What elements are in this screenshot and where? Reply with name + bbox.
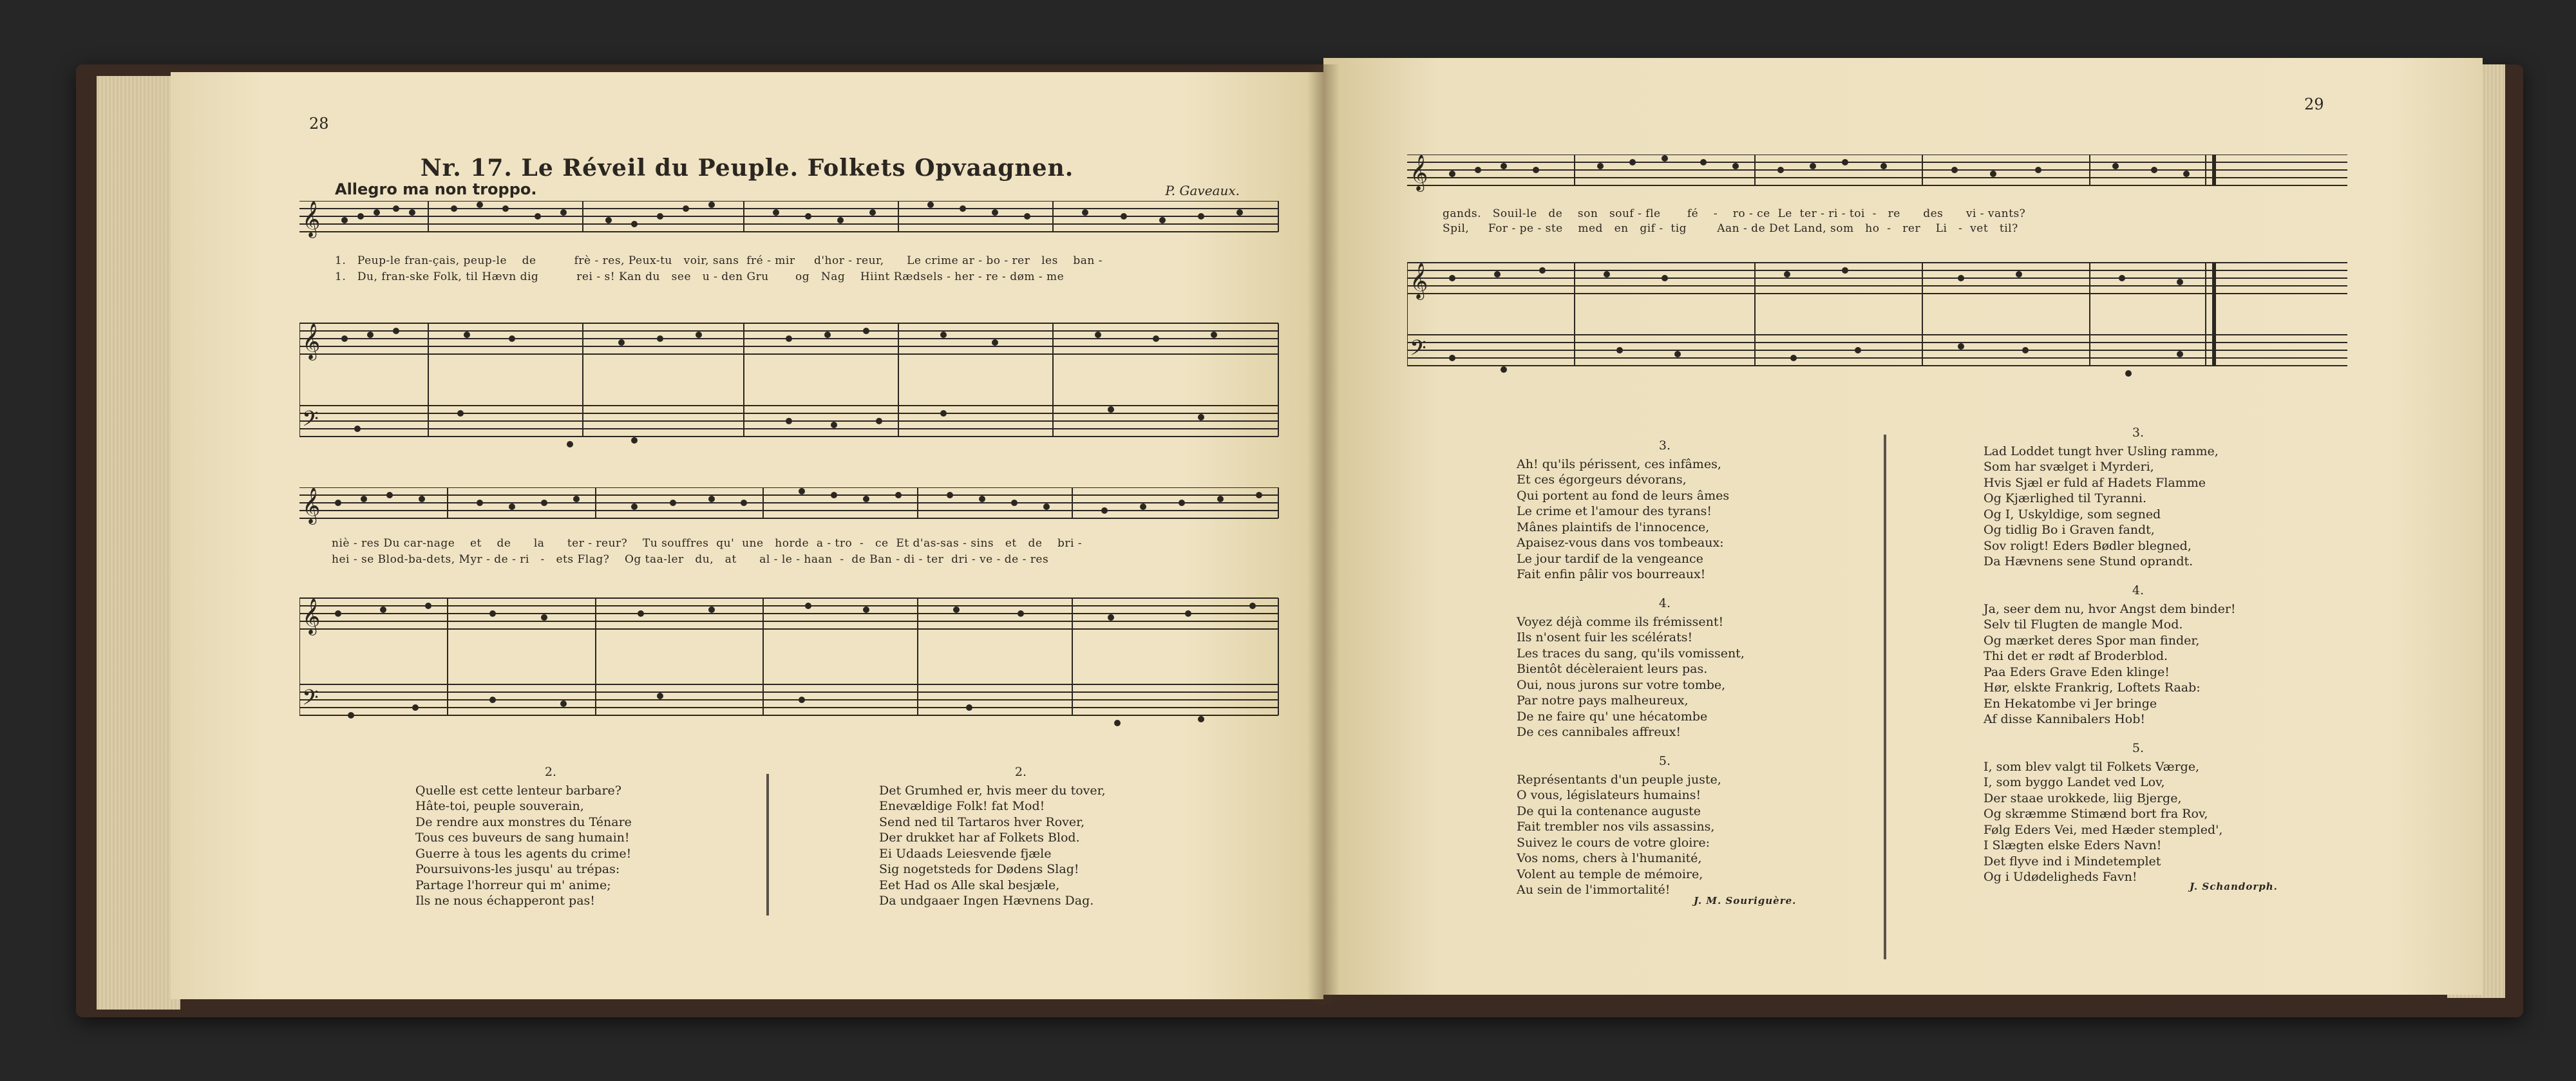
verse-line: Hør, elskte Frankrig, Loftets Raab: bbox=[1984, 681, 2201, 695]
svg-text:𝄞: 𝄞 bbox=[302, 598, 321, 634]
svg-text:𝄞: 𝄞 bbox=[302, 487, 321, 523]
verse-5-danish bbox=[1984, 740, 2293, 885]
verse-line: Apaisez-vous dans vos tombeaux: bbox=[1517, 536, 1724, 550]
verse-line: Sov roligt! Eders Bødler blegned, bbox=[1984, 538, 2192, 553]
verse-line: Par notre pays malheureux, bbox=[1517, 693, 1689, 708]
verse-number: 4. bbox=[2132, 583, 2145, 597]
svg-text:𝄢: 𝄢 bbox=[1410, 336, 1426, 366]
left-page bbox=[171, 72, 1323, 999]
verse-line: Der drukket har af Folkets Blod. bbox=[879, 831, 1080, 845]
verse-line: Der staae urokkede, liig Bjerge, bbox=[1984, 791, 2182, 805]
tempo-marking: Allegro ma non troppo. bbox=[335, 180, 537, 198]
music-system-3 bbox=[1407, 155, 2412, 464]
verse-4-french bbox=[1517, 596, 1813, 740]
verse-line: Mânes plaintifs de l'innocence, bbox=[1517, 520, 1710, 534]
verse-line: Det flyve ind i Mindetemplet bbox=[1984, 854, 2161, 869]
music-system-2 bbox=[299, 487, 1304, 790]
verse-line: Ils n'osent fuir les scélérats! bbox=[1517, 630, 1693, 644]
verse-line: Hâte-toi, peuple souverain, bbox=[415, 799, 584, 813]
verse-line: Bientôt décèleraient leurs pas. bbox=[1517, 662, 1708, 676]
verse-line: Les traces du sang, qu'ils vomissent, bbox=[1517, 646, 1745, 661]
lyrics-system2-french: niè - res Du car-nage et de la ter - reur? Tu souffres qu' une horde a - tro - ce Et d'as-sas - sins et de bri - bbox=[332, 537, 1083, 550]
verse-line: Og Kjærlighed til Tyranni. bbox=[1984, 491, 2147, 505]
verse-line: Som har svælget i Myrderi, bbox=[1984, 460, 2154, 474]
verse-line: Suivez le cours de votre gloire: bbox=[1517, 835, 1710, 850]
verse-line: I Slægten elske Eders Navn! bbox=[1984, 838, 2162, 852]
page-edges-left bbox=[97, 76, 180, 1010]
verse-5-french bbox=[1517, 753, 1813, 898]
lyrics-system1-danish: 1. Du, fran-ske Folk, til Hævn dig rei - s! Kan du see u - den Gru og Nag Hiint Rædsels - her - re - døm - me bbox=[335, 270, 1065, 283]
verse-number: 4. bbox=[1658, 596, 1671, 610]
composer-credit: P. Gaveaux. bbox=[1165, 183, 1240, 198]
verse-3-french bbox=[1517, 438, 1813, 583]
book-gutter bbox=[1307, 64, 1340, 1004]
verse-line: Qui portent au fond de leurs âmes bbox=[1517, 488, 1730, 503]
verse-line: Poursuivons-les jusqu' au trépas: bbox=[415, 862, 620, 876]
verse-line: Og I, Uskyldige, som segned bbox=[1984, 507, 2161, 522]
verse-line: De ces cannibales affreux! bbox=[1517, 725, 1681, 739]
verse-line: Selv til Flugten de mangle Mod. bbox=[1984, 617, 2183, 632]
verse-number: 2. bbox=[544, 765, 557, 779]
song-title: Nr. 17. Le Réveil du Peuple. Folkets Opvaagnen. bbox=[420, 155, 1074, 182]
verse-line: Sig nogetsteds for Dødens Slag! bbox=[879, 862, 1079, 876]
verse-number: 3. bbox=[1658, 438, 1671, 453]
verse-line: En Hekatombe vi Jer bringe bbox=[1984, 696, 2157, 711]
verse-line: Enevældige Folk! fat Mod! bbox=[879, 799, 1045, 813]
verse-line: Hvis Sjæl er fuld af Hadets Flamme bbox=[1984, 475, 2206, 490]
lyrics-system3-french: gands. Souil-le de son souf - fle fé - ro - ce Le ter - ri - toi - re des vi - vants? bbox=[1443, 207, 2026, 220]
verse-line: Tous ces buveurs de sang humain! bbox=[415, 831, 630, 845]
page-number-left: 28 bbox=[309, 115, 329, 133]
right-page bbox=[1323, 58, 2483, 995]
svg-text:𝄞: 𝄞 bbox=[1410, 155, 1428, 191]
verse-line: Følg Eders Vei, med Hæder stempled', bbox=[1984, 822, 2223, 837]
verse-4-danish bbox=[1984, 583, 2293, 728]
verse-line: Représentants d'un peuple juste, bbox=[1517, 772, 1721, 787]
signature-french: J. M. Souriguère. bbox=[1694, 895, 1797, 907]
svg-text:𝄞: 𝄞 bbox=[302, 323, 321, 359]
verse-line: I, som blev valgt til Folkets Værge, bbox=[1984, 759, 2200, 774]
verse-line: Og mærket deres Spor man finder, bbox=[1984, 633, 2200, 648]
verse-line: I, som byggo Landet ved Lov, bbox=[1984, 775, 2165, 789]
verse-2-french bbox=[415, 764, 686, 909]
verse-line: Vos noms, chers à l'humanité, bbox=[1517, 851, 1702, 865]
verse-line: Eet Had os Alle skal besjæle, bbox=[879, 878, 1060, 892]
verse-line: Ja, seer dem nu, hvor Angst dem binder! bbox=[1984, 601, 2236, 616]
lyrics-system1-french: 1. Peup-le fran-çais, peup-le de frè - res, Peux-tu voir, sans fré - mir d'hor - reur, Le crime ar - bo - rer les ban - bbox=[335, 254, 1103, 267]
verse-line: O vous, législateurs humains! bbox=[1517, 788, 1701, 802]
verse-3-danish bbox=[1984, 425, 2293, 570]
music-system-1 bbox=[299, 201, 1304, 510]
verse-line: Lad Loddet tungt hver Usling ramme, bbox=[1984, 444, 2219, 458]
lyrics-system3-danish: Spil, For - pe - ste med en gif - tig Aan - de Det Land, som ho - rer Li - vet til? bbox=[1443, 222, 2018, 235]
verse-line: Paa Eders Grave Eden klinge! bbox=[1984, 664, 2170, 679]
verse-line: Ei Udaads Leiesvende fjæle bbox=[879, 846, 1052, 861]
signature-danish: J. Schandorph. bbox=[2190, 881, 2278, 892]
verse-line: Og tidlig Bo i Graven fandt, bbox=[1984, 523, 2155, 537]
verse-number: 5. bbox=[2132, 741, 2145, 755]
verse-number: 3. bbox=[2132, 426, 2145, 440]
verse-line: Le crime et l'amour des tyrans! bbox=[1517, 504, 1712, 518]
verse-line: Voyez déjà comme ils frémissent! bbox=[1517, 614, 1724, 629]
verse-line: Oui, nous jurons sur votre tombe, bbox=[1517, 677, 1726, 692]
verse-line: Ah! qu'ils périssent, ces infâmes, bbox=[1517, 456, 1721, 471]
verse-line: De ne faire qu' une hécatombe bbox=[1517, 709, 1708, 724]
column-divider bbox=[1884, 435, 1886, 959]
verse-line: Af disse Kannibalers Hob! bbox=[1984, 712, 2146, 726]
verse-line: Det Grumhed er, hvis meer du tover, bbox=[879, 783, 1106, 798]
svg-text:𝄞: 𝄞 bbox=[302, 201, 321, 237]
verse-line: Da undgaaer Ingen Hævnens Dag. bbox=[879, 894, 1094, 908]
verse-line: Thi det er rødt af Broderblod. bbox=[1984, 649, 2168, 663]
verse-line: Au sein de l'immortalité! bbox=[1517, 883, 1671, 897]
lyrics-system2-danish: hei - se Blod-ba-dets, Myr - de - ri - ets Flag? Og taa-ler du, at al - le - haan - de Ban - di - ter dri - ve - de - res bbox=[332, 553, 1049, 566]
verse-line: Guerre à tous les agents du crime! bbox=[415, 846, 632, 861]
verse-line: Da Hævnens sene Stund oprandt. bbox=[1984, 554, 2193, 569]
svg-text:𝄢: 𝄢 bbox=[302, 686, 319, 715]
verse-line: Fait enfin pâlir vos bourreaux! bbox=[1517, 567, 1706, 581]
svg-text:𝄢: 𝄢 bbox=[302, 407, 319, 437]
column-divider bbox=[766, 774, 769, 916]
svg-text:𝄞: 𝄞 bbox=[1410, 263, 1428, 299]
verse-line: De qui la contenance auguste bbox=[1517, 804, 1701, 818]
verse-line: Og i Udødeligheds Favn! bbox=[1984, 870, 2137, 884]
verse-line: Partage l'horreur qui m' anime; bbox=[415, 878, 611, 892]
verse-line: Volent au temple de mémoire, bbox=[1517, 867, 1703, 881]
verse-line: Et ces égorgeurs dévorans, bbox=[1517, 473, 1687, 487]
verse-number: 2. bbox=[1014, 765, 1027, 779]
verse-line: Send ned til Tartaros hver Rover, bbox=[879, 814, 1085, 829]
verse-line: Quelle est cette lenteur barbare? bbox=[415, 783, 621, 798]
verse-line: Fait trembler nos vils assassins, bbox=[1517, 820, 1715, 834]
page-number-right: 29 bbox=[2304, 95, 2324, 113]
verse-number: 5. bbox=[1658, 754, 1671, 768]
verse-line: Ils ne nous échapperont pas! bbox=[415, 894, 595, 908]
verse-line: Og skræmme Stimænd bort fra Rov, bbox=[1984, 807, 2208, 821]
verse-2-danish bbox=[879, 764, 1162, 909]
verse-line: De rendre aux monstres du Ténare bbox=[415, 814, 632, 829]
verse-line: Le jour tardif de la vengeance bbox=[1517, 551, 1703, 566]
